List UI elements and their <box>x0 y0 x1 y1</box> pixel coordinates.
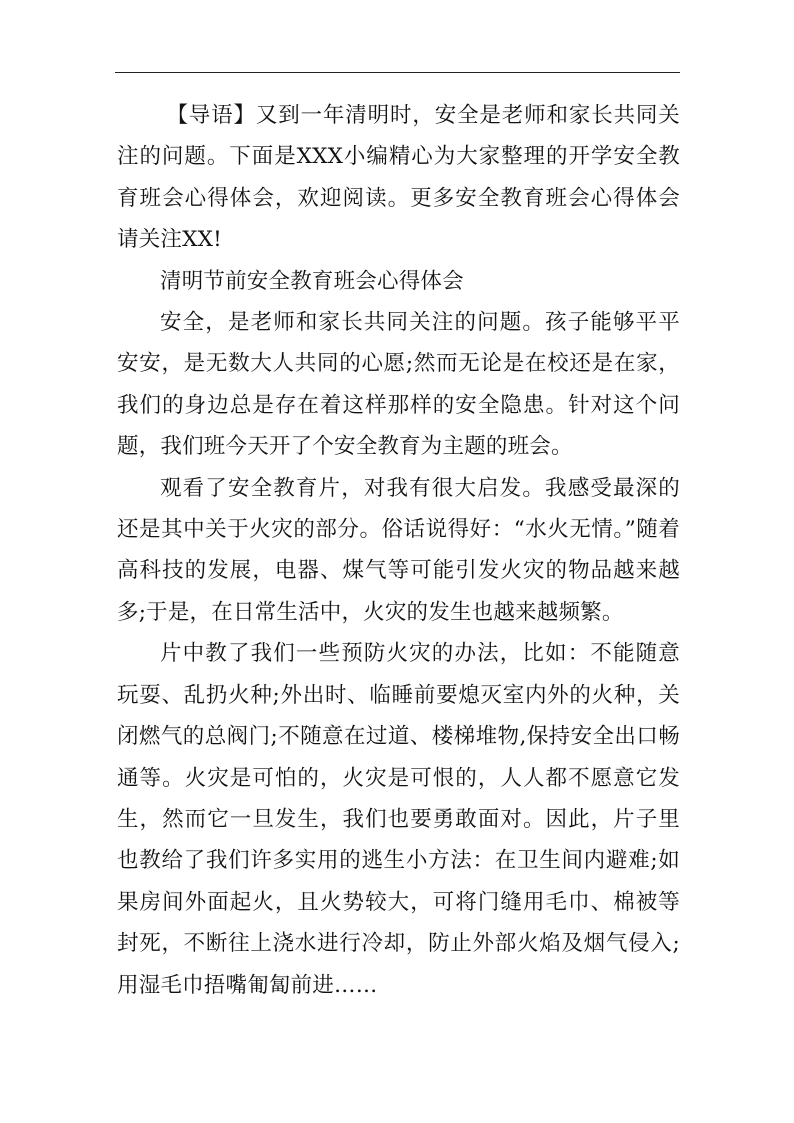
body-paragraph-2: 观看了安全教育片，对我有很大启发。我感受最深的还是其中关于火灾的部分。俗话说得好：“水火无情。”随着高科技的发展，电器、煤气等可能引发火灾的物品越来越多;于是，在日常生活中，火灾的发生也越来越频繁。 <box>117 475 680 625</box>
header-rule <box>115 72 680 73</box>
body-paragraph-3: 片中教了我们一些预防火灾的办法，比如：不能随意玩耍、乱扔火种;外出时、临睡前要熄灭室内外的火种，关闭燃气的总阀门;不随意在过道、楼梯堆物,保持安全出口畅通等。火灾是可怕的，火灾是可恨的，人人都不愿意它发生，然而它一旦发生，我们也要勇敢面对。因此，片子里也教给了我们许多实用的逃生小方法：在卫生间内避难;如果房间外面起火，且火势较大，可将门缝用毛巾、棉被等封死，不断往上浇水进行冷却，防止外部火焰及烟气侵入;用湿毛巾捂嘴匍匐前进…… <box>117 641 680 998</box>
body-paragraph-1: 安全，是老师和家长共同关注的问题。孩子能够平平安安，是无数大人共同的心愿;然而无论是在校还是在家，我们的身边总是存在着这样那样的安全隐患。针对这个问题，我们班今天开了个安全教育为主题的班会。 <box>117 310 680 460</box>
document-body <box>117 95 680 1006</box>
article-title: 清明节前安全教育班会心得体会 <box>160 268 464 294</box>
intro-paragraph: 【导语】又到一年清明时，安全是老师和家长共同关注的问题。下面是XXX小编精心为大家整理的开学安全教育班会心得体会，欢迎阅读。更多安全教育班会心得体会请关注XX! <box>117 103 680 253</box>
